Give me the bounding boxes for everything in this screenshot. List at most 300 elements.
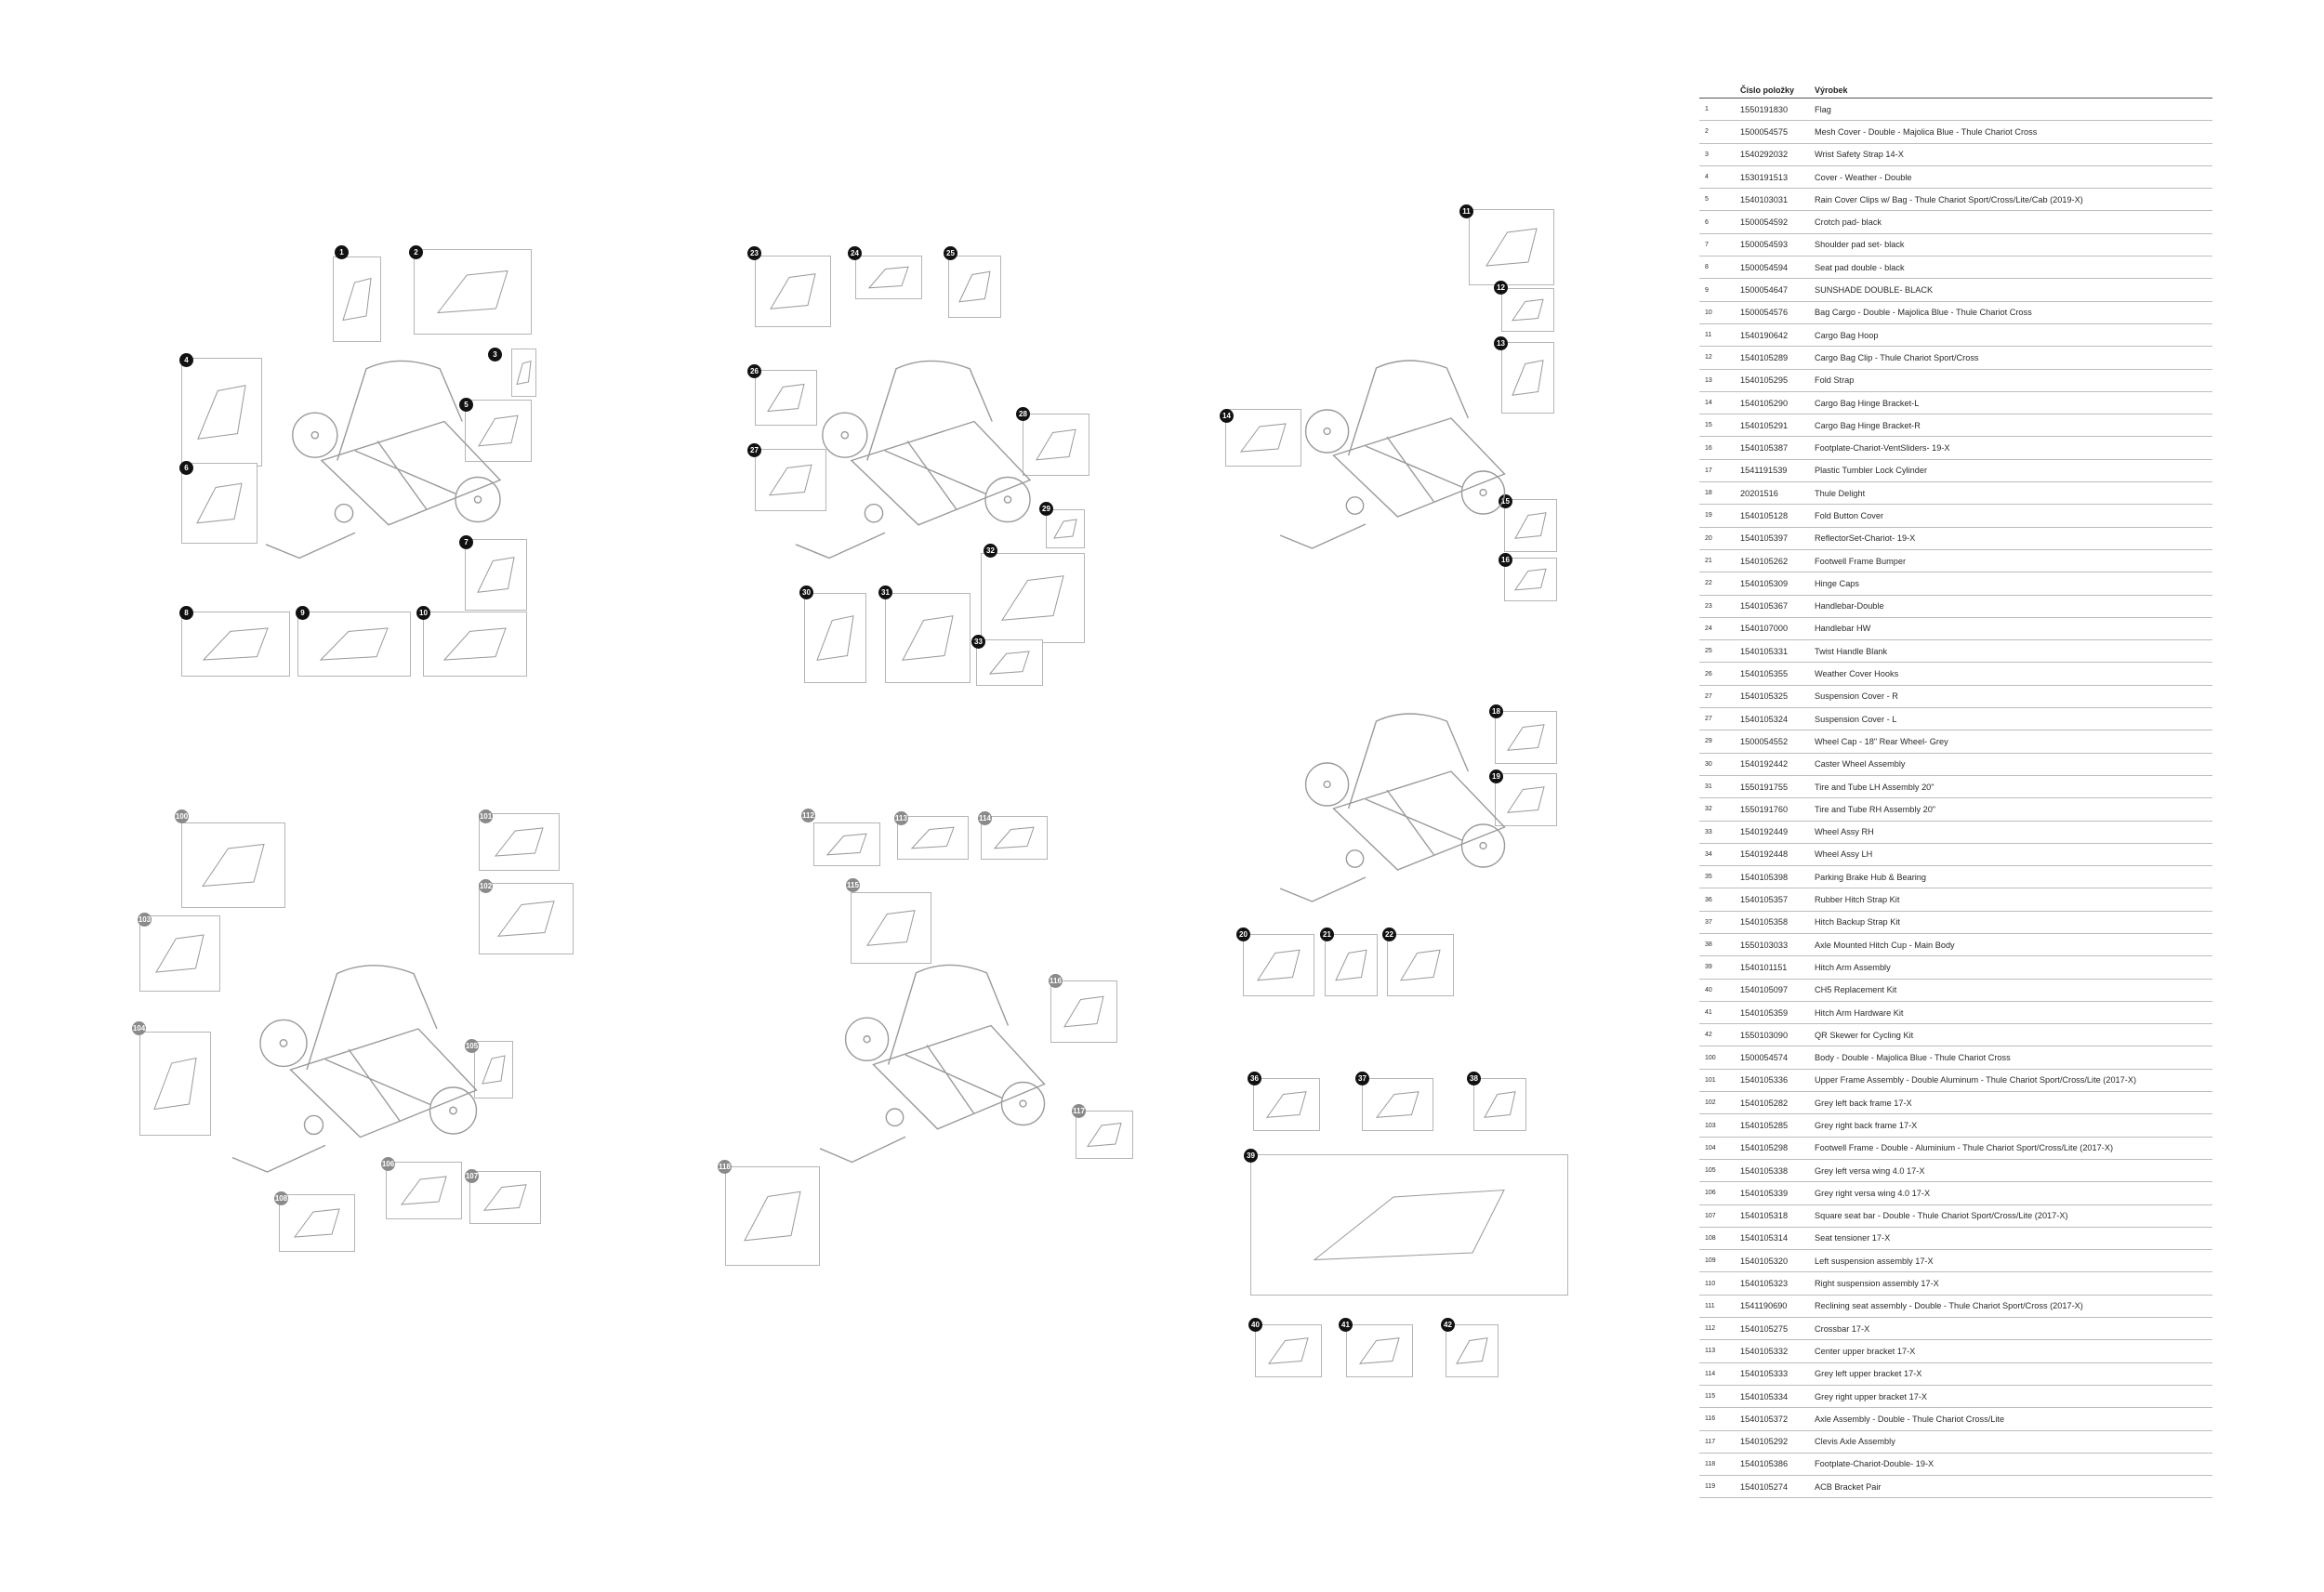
right-wheel	[456, 478, 500, 522]
part-detail-box	[139, 1032, 211, 1136]
part-number: 1540105309	[1740, 578, 1789, 588]
part-number: 1540105358	[1740, 917, 1789, 928]
crossbar-lines	[325, 1049, 430, 1121]
part-shape	[1314, 1191, 1504, 1260]
product-name: Clevis Axle Assembly	[1815, 1437, 1895, 1447]
part-shape	[1515, 513, 1546, 539]
part-number: 1540105291	[1740, 420, 1789, 430]
part-detail-box	[181, 463, 257, 544]
row-index: 114	[1705, 1370, 1716, 1377]
product-name: Wrist Safety Strap 14-X	[1815, 150, 1904, 160]
product-name: Cargo Bag Clip - Thule Chariot Sport/Cross	[1815, 352, 1979, 362]
caster-wheel	[335, 505, 352, 522]
part-shape	[204, 628, 268, 660]
part-detail-box	[755, 256, 831, 327]
table-row	[1699, 121, 2212, 143]
part-number: 1540192449	[1740, 827, 1789, 837]
product-name: Suspension Cover - L	[1815, 714, 1897, 724]
part-shape	[1267, 1092, 1306, 1118]
part-number: 1550191760	[1740, 804, 1789, 814]
row-index: 18	[1705, 490, 1712, 497]
table-row	[1699, 370, 2212, 392]
row-index: 11	[1705, 332, 1712, 339]
product-name: Seat tensioner 17-X	[1815, 1233, 1891, 1243]
right-wheel-hub	[1020, 1100, 1026, 1107]
callout-badge: 19	[1489, 770, 1503, 783]
product-name: Grey left upper bracket 17-X	[1815, 1369, 1922, 1379]
part-sketch	[1505, 559, 1556, 600]
part-shape	[1064, 996, 1103, 1027]
part-shape	[495, 828, 543, 856]
product-name: Body - Double - Majolica Blue - Thule Chariot Cross	[1815, 1053, 2011, 1063]
part-number: 1540105292	[1740, 1437, 1789, 1447]
row-index: 15	[1705, 422, 1712, 429]
row-index: 1	[1705, 106, 1709, 113]
callout-badge: 113	[894, 811, 908, 825]
part-sketch	[852, 893, 931, 963]
table-row	[1699, 1024, 2212, 1046]
part-detail-box	[479, 883, 574, 954]
part-detail-box	[386, 1162, 462, 1219]
row-index: 21	[1705, 558, 1712, 565]
row-index: 39	[1705, 964, 1712, 971]
tow-arm	[1280, 877, 1366, 901]
row-index: 27	[1705, 692, 1712, 700]
part-shape	[343, 279, 371, 321]
product-name: Flag	[1815, 104, 1831, 114]
part-detail-box	[181, 612, 290, 677]
product-name: Axle Assembly - Double - Thule Chariot Cross/Lite	[1815, 1414, 2005, 1424]
table-row	[1699, 1431, 2212, 1454]
product-name: Reclining seat assembly - Double - Thule Chariot Sport/Cross (2017-X)	[1815, 1301, 2083, 1311]
product-name: SUNSHADE DOUBLE- BLACK	[1815, 285, 1934, 296]
table-row	[1699, 189, 2212, 211]
part-number: 1540105398	[1740, 872, 1789, 882]
part-detail-box	[297, 612, 411, 677]
row-index: 32	[1705, 806, 1712, 813]
callout-badge: 12	[1494, 281, 1508, 295]
callout-badge: 16	[1499, 553, 1512, 567]
part-detail-box	[725, 1166, 820, 1266]
row-index: 108	[1705, 1234, 1716, 1242]
row-index: 36	[1705, 896, 1712, 903]
table-row	[1699, 618, 2212, 640]
part-sketch	[1446, 1325, 1498, 1376]
table-row	[1699, 166, 2212, 189]
callout-badge: 5	[459, 398, 473, 412]
row-index: 118	[1705, 1460, 1716, 1467]
row-index: 4	[1705, 174, 1709, 181]
table-row	[1699, 1092, 2212, 1114]
part-detail-box	[1346, 1324, 1413, 1377]
right-wheel-hub	[474, 496, 481, 503]
table-row	[1699, 1318, 2212, 1340]
table-row	[1699, 1476, 2212, 1498]
part-sketch	[949, 257, 1000, 317]
callout-badge: 11	[1459, 204, 1473, 218]
part-detail-box	[981, 553, 1085, 643]
product-name: Grey right upper bracket 17-X	[1815, 1391, 1928, 1401]
part-number: 1540105318	[1740, 1211, 1789, 1221]
table-row	[1699, 1408, 2212, 1430]
callout-badge: 30	[799, 585, 813, 599]
part-shape	[1258, 950, 1300, 980]
table-row	[1699, 640, 2212, 663]
row-index: 102	[1705, 1099, 1716, 1107]
handlebar-outline	[867, 361, 992, 460]
handlebar-outline	[337, 361, 462, 460]
part-sketch	[466, 540, 526, 610]
callout-badge: 3	[488, 348, 502, 362]
table-row	[1699, 980, 2212, 1002]
product-name: Hinge Caps	[1815, 578, 1860, 588]
row-index: 42	[1705, 1032, 1712, 1039]
table-row	[1699, 392, 2212, 414]
product-name: Mesh Cover - Double - Majolica Blue - Thule Chariot Cross	[1815, 126, 2038, 137]
part-detail-box	[479, 813, 560, 871]
table-row	[1699, 888, 2212, 911]
part-shape	[1512, 361, 1543, 396]
part-detail-box	[1504, 558, 1557, 601]
row-index: 104	[1705, 1144, 1716, 1151]
part-number: 1540105387	[1740, 443, 1789, 454]
part-shape	[498, 901, 554, 937]
callout-badge: 112	[801, 809, 815, 822]
part-detail-box	[755, 449, 826, 511]
crossbar-lines	[905, 1046, 1002, 1114]
row-index: 107	[1705, 1212, 1716, 1219]
callout-badge: 15	[1499, 494, 1512, 508]
chassis-outline	[291, 1029, 477, 1138]
row-index: 7	[1705, 241, 1709, 248]
part-shape	[1515, 569, 1546, 590]
part-sketch	[1347, 1325, 1412, 1376]
table-row	[1699, 1160, 2212, 1182]
callout-badge: 6	[179, 461, 193, 475]
row-index: 101	[1705, 1076, 1716, 1084]
part-shape	[959, 271, 990, 302]
table-row	[1699, 437, 2212, 459]
row-index: 113	[1705, 1348, 1716, 1355]
crossbar-lines	[1366, 437, 1462, 502]
row-index: 35	[1705, 874, 1712, 881]
product-name: Weather Cover Hooks	[1815, 669, 1899, 679]
row-index: 19	[1705, 512, 1712, 520]
part-number: 1540105097	[1740, 985, 1789, 995]
product-name: Rain Cover Clips w/ Bag - Thule Chariot Sport/Cross/Lite/Cab (2019-X)	[1815, 194, 2083, 204]
part-sketch	[182, 359, 261, 466]
product-name: Tire and Tube RH Assembly 20"	[1815, 804, 1936, 814]
product-name: Cargo Bag Hinge Bracket-R	[1815, 420, 1921, 430]
part-number: 1540190642	[1740, 330, 1789, 340]
callout-badge: 9	[296, 606, 310, 620]
table-row	[1699, 822, 2212, 844]
row-index: 29	[1705, 738, 1712, 745]
table-row	[1699, 1205, 2212, 1228]
part-sketch	[982, 554, 1084, 642]
part-detail-box	[465, 539, 527, 611]
row-index: 111	[1705, 1302, 1715, 1309]
part-sketch	[298, 612, 410, 676]
left-wheel-hub	[280, 1040, 287, 1047]
tow-arm	[232, 1145, 325, 1172]
part-shape	[827, 834, 866, 855]
part-shape	[478, 558, 514, 593]
callout-badge: 18	[1489, 704, 1503, 718]
stroller-frame-drawing	[818, 353, 1041, 548]
chassis-outline	[852, 422, 1030, 525]
product-name: Footwell Frame - Double - Aluminium - Thule Chariot Sport/Cross/Lite (2017-X)	[1815, 1143, 2114, 1153]
product-name: Grey left back frame 17-X	[1815, 1098, 1912, 1108]
table-row	[1699, 934, 2212, 956]
part-shape	[203, 845, 264, 887]
part-sketch	[726, 1167, 819, 1265]
tow-arm	[1280, 524, 1366, 548]
part-sketch	[424, 612, 526, 676]
part-number: 1550191830	[1740, 104, 1789, 114]
callout-badge: 10	[416, 606, 430, 620]
handlebar-outline	[889, 965, 1009, 1064]
part-detail-box	[511, 349, 536, 397]
table-row	[1699, 1182, 2212, 1204]
product-name: ACB Bracket Pair	[1815, 1481, 1882, 1492]
product-name: Grey left versa wing 4.0 17-X	[1815, 1165, 1925, 1176]
product-name: Wheel Assy LH	[1815, 849, 1873, 860]
callout-badge: 31	[878, 585, 892, 599]
table-row	[1699, 1070, 2212, 1092]
table-row	[1699, 912, 2212, 934]
part-shape	[198, 386, 245, 440]
part-sketch	[977, 640, 1042, 685]
part-detail-box	[333, 257, 381, 342]
parts-table	[1699, 74, 2212, 1498]
tow-arm	[796, 533, 885, 558]
part-sketch	[1051, 981, 1116, 1042]
part-number: 1540105275	[1740, 1323, 1789, 1334]
part-number: 1540105290	[1740, 398, 1789, 408]
part-shape	[1037, 429, 1076, 460]
callout-badge: 105	[465, 1039, 479, 1053]
part-number: 1540105336	[1740, 1075, 1789, 1085]
table-row	[1699, 1002, 2212, 1024]
table-row	[1699, 347, 2212, 369]
part-shape	[444, 628, 506, 660]
caster-wheel	[1346, 850, 1363, 867]
part-number: 1530191513	[1740, 172, 1789, 182]
table-row	[1699, 1272, 2212, 1295]
part-number: 1540105323	[1740, 1279, 1789, 1289]
header-part-number: Číslo položky	[1740, 86, 1795, 95]
row-index: 119	[1705, 1483, 1716, 1491]
stroller-frame-drawing	[256, 957, 488, 1162]
table-row	[1699, 866, 2212, 888]
right-wheel-hub	[1480, 490, 1486, 496]
part-number: 1540105324	[1740, 714, 1789, 724]
part-number: 1540105289	[1740, 352, 1789, 362]
callout-badge: 38	[1467, 1072, 1481, 1085]
part-shape	[1336, 950, 1367, 980]
part-detail-box	[1325, 934, 1378, 996]
part-number: 1540105339	[1740, 1188, 1789, 1198]
part-sketch	[1047, 510, 1084, 547]
part-number: 1540107000	[1740, 624, 1789, 634]
part-sketch	[814, 823, 879, 865]
part-number: 20201516	[1740, 488, 1778, 498]
crossbar-lines	[1366, 790, 1462, 855]
callout-badge: 23	[747, 246, 761, 260]
tow-arm	[820, 1137, 905, 1162]
left-wheel-hub	[311, 432, 318, 439]
table-row	[1699, 144, 2212, 166]
product-name: Hitch Arm Assembly	[1815, 962, 1891, 972]
part-number: 1540292032	[1740, 150, 1789, 160]
row-index: 38	[1705, 941, 1712, 949]
row-index: 24	[1705, 625, 1712, 632]
row-index: 6	[1705, 218, 1709, 226]
table-row	[1699, 1114, 2212, 1137]
part-detail-box	[139, 915, 220, 992]
row-index: 23	[1705, 602, 1712, 610]
part-sketch	[387, 1163, 461, 1218]
table-row	[1699, 844, 2212, 866]
row-index: 117	[1705, 1438, 1716, 1445]
product-name: CH5 Replacement Kit	[1815, 985, 1897, 995]
part-sketch	[1470, 210, 1553, 284]
product-name: Caster Wheel Assembly	[1815, 759, 1906, 770]
part-sketch	[512, 349, 535, 396]
part-sketch	[334, 257, 380, 341]
part-detail-box	[1362, 1078, 1433, 1131]
callout-badge: 100	[175, 809, 189, 823]
part-shape	[771, 274, 815, 309]
left-wheel	[823, 413, 867, 457]
part-sketch	[470, 1172, 540, 1223]
caster-wheel	[865, 505, 882, 522]
handlebar-outline	[1349, 714, 1469, 809]
callout-badge: 107	[465, 1169, 479, 1183]
part-detail-box	[1076, 1111, 1133, 1159]
table-row	[1699, 1296, 2212, 1318]
table-row	[1699, 776, 2212, 798]
callout-badge: 36	[1248, 1072, 1261, 1085]
row-index: 9	[1705, 286, 1709, 294]
part-detail-box	[804, 593, 866, 683]
table-row	[1699, 460, 2212, 482]
part-number: 1540105338	[1740, 1165, 1789, 1176]
product-name: Crotch pad- black	[1815, 217, 1882, 228]
callout-badge: 42	[1441, 1318, 1455, 1332]
tow-arm	[266, 533, 355, 558]
table-row	[1699, 482, 2212, 505]
chassis-outline	[1334, 418, 1505, 517]
part-shape	[197, 483, 242, 523]
part-sketch	[1502, 289, 1553, 331]
right-wheel-hub	[450, 1107, 457, 1114]
left-wheel-hub	[864, 1036, 870, 1043]
part-number: 1540105332	[1740, 1346, 1789, 1356]
part-number: 1541190690	[1740, 1301, 1788, 1311]
part-detail-box	[1225, 409, 1301, 467]
part-detail-box	[1446, 1324, 1499, 1377]
part-number: 1540105285	[1740, 1121, 1789, 1130]
part-sketch	[182, 612, 289, 676]
right-wheel	[1462, 824, 1505, 867]
row-index: 100	[1705, 1054, 1716, 1061]
product-name: Suspension Cover - R	[1815, 691, 1898, 702]
part-sketch	[140, 916, 219, 991]
table-row	[1699, 663, 2212, 685]
row-index: 109	[1705, 1257, 1716, 1265]
chassis-outline	[1334, 771, 1505, 870]
callout-badge: 7	[459, 535, 473, 549]
part-detail-box	[1387, 934, 1454, 996]
handlebar-outline	[1349, 361, 1469, 455]
part-shape	[156, 935, 204, 972]
part-shape	[1485, 1092, 1515, 1118]
part-shape	[1486, 229, 1537, 266]
callout-badge: 21	[1320, 928, 1334, 941]
table-row	[1699, 505, 2212, 527]
product-name: Seat pad double - black	[1815, 262, 1905, 272]
part-sketch	[1244, 935, 1314, 995]
row-index: 115	[1705, 1393, 1716, 1401]
row-index: 27	[1705, 716, 1712, 723]
left-wheel	[293, 413, 337, 457]
product-name: Wheel Assy RH	[1815, 827, 1874, 837]
part-sketch	[856, 257, 921, 298]
product-name: Footwell Frame Bumper	[1815, 556, 1907, 566]
part-detail-box	[813, 822, 880, 866]
table-row	[1699, 550, 2212, 572]
part-detail-box	[885, 593, 971, 683]
part-number: 1540105359	[1740, 1007, 1789, 1018]
product-name: Axle Mounted Hitch Cup - Main Body	[1815, 940, 1955, 950]
row-index: 16	[1705, 444, 1712, 452]
part-number: 1540105334	[1740, 1391, 1789, 1401]
row-index: 34	[1705, 850, 1712, 858]
table-row	[1699, 414, 2212, 437]
callout-badge: 26	[747, 364, 761, 378]
table-row	[1699, 257, 2212, 279]
table-row	[1699, 1340, 2212, 1362]
part-shape	[995, 827, 1034, 849]
table-header	[1699, 74, 2212, 99]
table-row	[1699, 1250, 2212, 1272]
callout-badge: 32	[984, 544, 997, 558]
part-shape	[154, 1059, 196, 1110]
table-row	[1699, 528, 2212, 550]
product-name: Cover - Weather - Double	[1815, 172, 1912, 182]
header-product: Výrobek	[1815, 86, 1848, 95]
part-detail-box	[181, 358, 262, 467]
product-name: Plastic Tumbler Lock Cylinder	[1815, 466, 1928, 476]
part-shape	[517, 362, 531, 385]
caster-wheel	[305, 1115, 324, 1134]
part-number: 1540105314	[1740, 1233, 1789, 1243]
part-shape	[1401, 950, 1440, 980]
table-body	[1699, 99, 2212, 1498]
part-shape	[1512, 299, 1543, 321]
callout-badge: 104	[132, 1021, 146, 1035]
part-detail-box	[976, 639, 1043, 686]
callout-badge: 114	[978, 811, 992, 825]
part-detail-box	[1050, 980, 1117, 1043]
part-number: 1500054592	[1740, 217, 1789, 228]
part-shape	[1002, 576, 1063, 621]
crossbar-lines	[885, 441, 985, 510]
row-index: 20	[1705, 534, 1712, 542]
part-sketch	[1474, 1079, 1525, 1130]
